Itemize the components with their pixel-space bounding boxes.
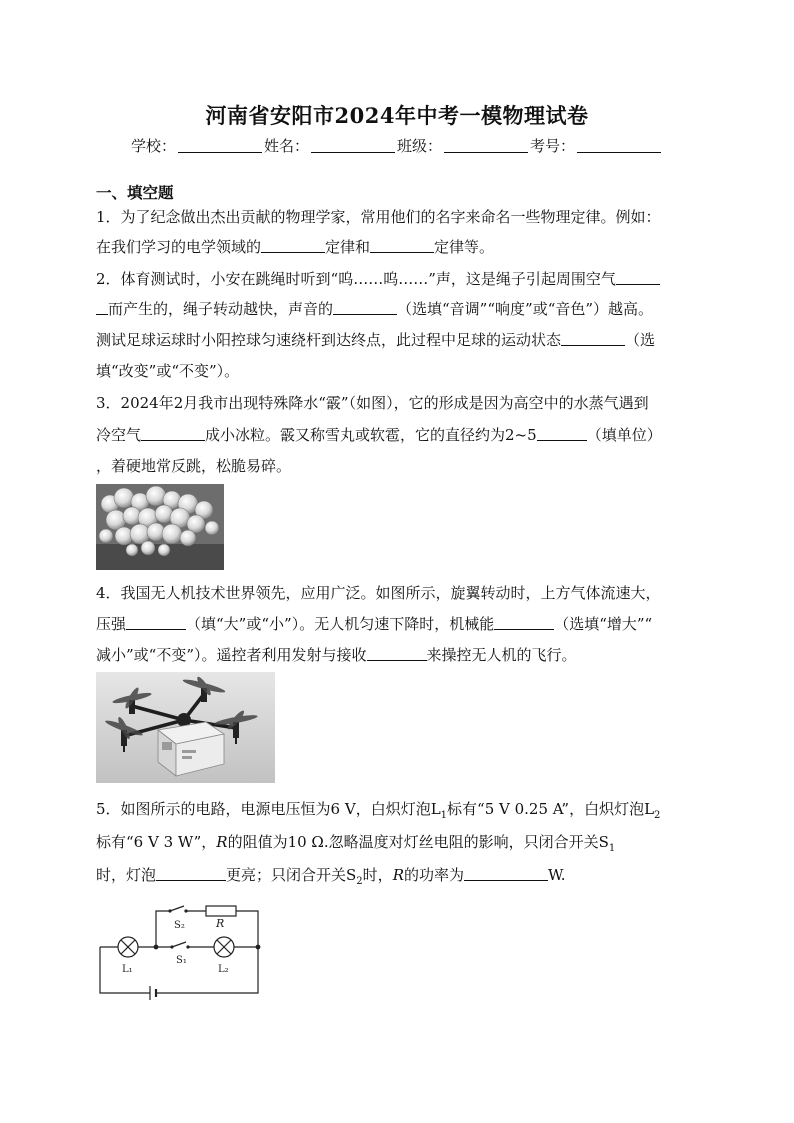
name-blank[interactable] (311, 138, 395, 153)
school-blank[interactable] (178, 138, 262, 153)
answer-blank[interactable] (126, 616, 186, 630)
name-label: 姓名： (263, 137, 309, 155)
q3-line-3: ，着硬地常反跳，松脆易碎。 (96, 457, 292, 475)
answer-blank[interactable] (494, 616, 554, 630)
drone-photo (96, 672, 275, 783)
exam-no-label: 考号： (530, 137, 576, 155)
drone-image (96, 672, 275, 783)
q2-line-4: 填“改变”或“不变”）。 (96, 362, 240, 380)
circuit-diagram (96, 900, 266, 1004)
lamp-l2-label: L₂ (218, 964, 229, 975)
answer-blank[interactable] (561, 332, 625, 346)
answer-blank[interactable] (367, 647, 427, 661)
q4-line-3: 减小”或“不变”）。遥控者利用发射与接收 来操控无人机的飞行。 (96, 646, 577, 664)
answer-blank[interactable] (141, 427, 205, 441)
class-label: 班级： (397, 137, 443, 155)
page-title: 河南省安阳市2024年中考一模物理试卷 (205, 103, 589, 128)
class-blank[interactable] (444, 138, 528, 153)
q1-line-1: 1．为了纪念做出杰出贡献的物理学家，常用他们的名字来命名一些物理定律。例如： (96, 208, 661, 226)
q5-line-3: 时，灯泡 更亮；只闭合开关$S_2$时，R的功率为 W. (96, 866, 566, 887)
answer-blank[interactable] (333, 301, 397, 315)
q3-line-2: 冷空气 成小冰粒。霰又称雪丸或软雹，它的直径约为2~5 （填单位） (96, 426, 662, 444)
student-info-line (0, 135, 794, 156)
school-label: 学校： (130, 137, 176, 155)
answer-blank[interactable] (96, 301, 108, 315)
q3-line-1: 3．2024年2月我市出现特殊降水“霰”（如图），它的形成是因为高空中的水蒸气遇到 (96, 394, 649, 412)
answer-blank[interactable] (370, 239, 434, 253)
answer-blank[interactable] (537, 427, 587, 441)
q1-line-2: 在我们学习的电学领域的 定律和 定律等。 (96, 238, 495, 256)
section-title: 一、填空题 (96, 183, 174, 202)
answer-blank[interactable] (261, 239, 325, 253)
q2-line-1: 2．体育测试时，小安在跳绳时听到“呜……呜……”声，这是绳子引起周围空气 (96, 268, 660, 289)
answer-blank[interactable] (616, 271, 660, 285)
switch-s1-label: S₁ (176, 955, 187, 966)
switch-s2-label: S₂ (174, 920, 185, 931)
graupel-photo (96, 484, 224, 570)
answer-blank[interactable] (464, 867, 548, 881)
q2-line-2: 而产生的，绳子转动越快，声音的 （选填“音调”“响度”或“音色”）越高。 (96, 298, 653, 319)
exam-no-blank[interactable] (577, 138, 661, 153)
q5-line-2: 标有“6 V 3 W”，R的阻值为10 Ω.忽略温度对灯丝电阻的影响，只闭合开关$S_1$ (96, 833, 616, 854)
graupel-image (96, 484, 224, 570)
answer-blank[interactable] (156, 867, 226, 881)
resistor-label: R (216, 917, 225, 930)
q5-line-1: 5．如图所示的电路，电源电压恒为6 V，白炽灯泡$L_1$标有“5 V 0.25 A”，白炽灯泡$L_2$ (96, 800, 661, 821)
lamp-l1-label: L₁ (122, 964, 133, 975)
q2-line-3: 测试足球运球时小阳控球匀速绕杆到达终点，此过程中足球的运动状态 （选 (96, 331, 656, 349)
q4-line-1: 4．我国无人机技术世界领先，应用广泛。如图所示，旋翼转动时，上方气体流速大， (96, 584, 661, 602)
q4-line-2: 压强 （填“大”或“小”）。无人机匀速下降时，机械能 （选填“增大”“ (96, 615, 653, 633)
